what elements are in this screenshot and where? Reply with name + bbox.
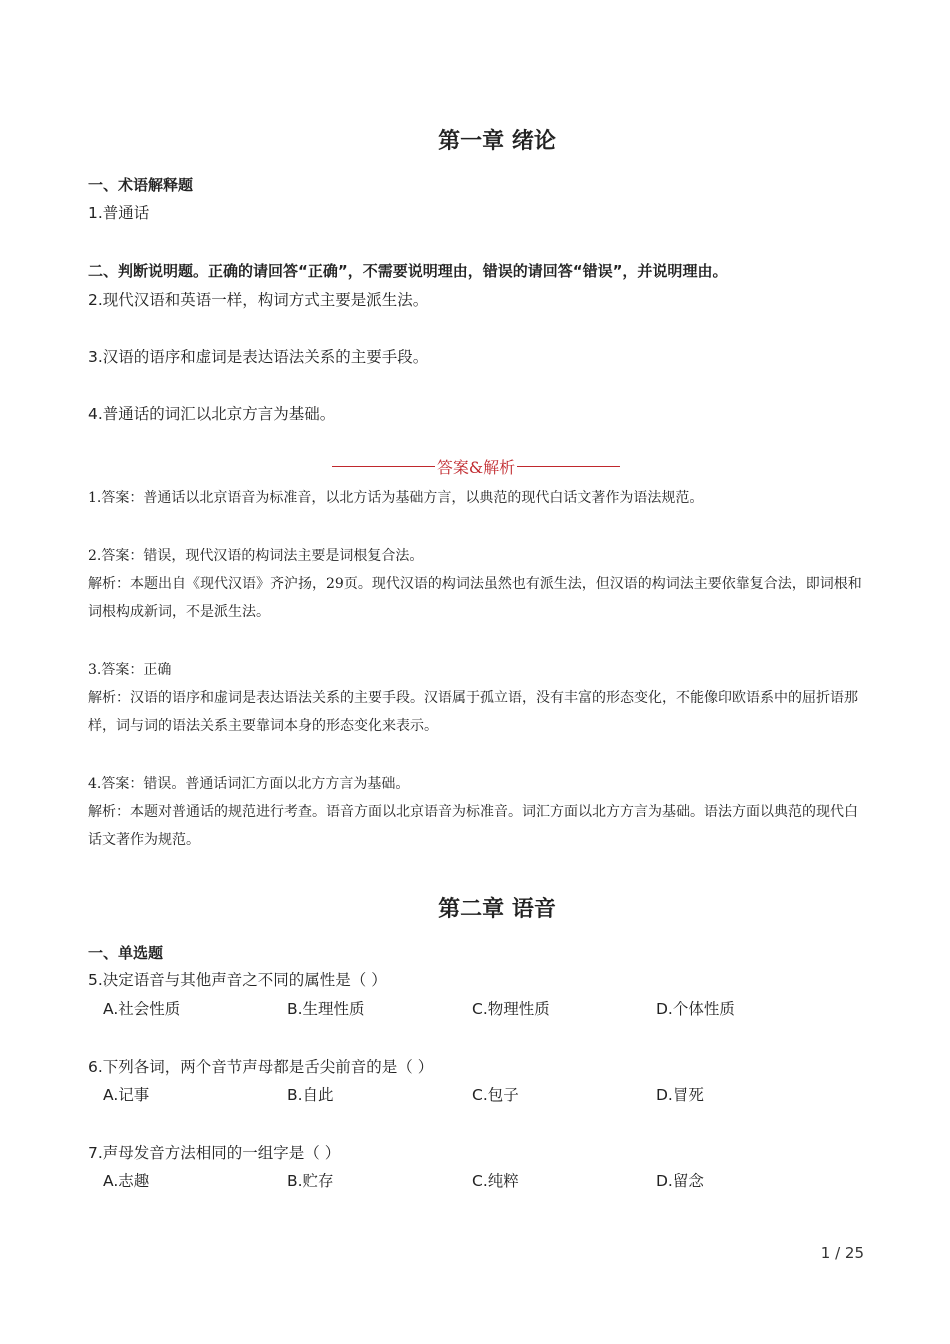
answer-3-explanation: 解析：汉语的语序和虚词是表达语法关系的主要手段。汉语属于孤立语，没有丰富的形态变化，不能像印欧语系中的屈折语那样，词与词的语法关系主要靠词本身的形态变化来表示。 (88, 690, 858, 734)
q6-option-d: D.冒死 (656, 1086, 704, 1104)
answer-header-label: 答案&解析 (436, 458, 516, 477)
answer-4-explanation: 解析：本题对普通话的规范进行考查。语音方面以北京语音为标准音。词汇方面以北方方言为基础。语法方面以典范的现代白话文著作为规范。 (88, 804, 858, 848)
q6-option-a: A.记事 (103, 1086, 150, 1104)
chapter-2-title: 第二章 语音 (438, 897, 556, 922)
question-7: 7.声母发音方法相同的一组字是（ ） (88, 1144, 341, 1162)
answer-1: 1.答案：普通话以北京语音为标准音，以北方话为基础方言，以典范的现代白话文著作为语法规范。 (88, 490, 704, 506)
answer-3: 3.答案：正确 (88, 662, 172, 678)
chapter-1-title: 第一章 绪论 (438, 129, 556, 154)
question-4: 4.普通话的词汇以北京方言为基础。 (88, 405, 336, 423)
header-rule-left (332, 466, 435, 467)
section-term-explanation: 一、术语解释题 (88, 176, 194, 194)
q5-option-c: C.物理性质 (472, 1000, 550, 1018)
question-6: 6.下列各词，两个音节声母都是舌尖前音的是（ ） (88, 1058, 434, 1076)
question-2: 2.现代汉语和英语一样，构词方式主要是派生法。 (88, 291, 429, 309)
answer-2: 2.答案：错误，现代汉语的构词法主要是词根复合法。 (88, 548, 424, 564)
q7-option-c: C.纯粹 (472, 1172, 519, 1190)
q6-option-b: B.自此 (287, 1086, 334, 1104)
q5-option-d: D.个体性质 (656, 1000, 735, 1018)
q6-option-c: C.包子 (472, 1086, 519, 1104)
q5-option-a: A.社会性质 (103, 1000, 181, 1018)
q7-option-d: D.留念 (656, 1172, 704, 1190)
answer-4: 4.答案：错误。普通话词汇方面以北方方言为基础。 (88, 776, 410, 792)
question-1: 1.普通话 (88, 204, 150, 222)
section-judgement: 二、判断说明题。正确的请回答“正确”，不需要说明理由，错误的请回答“错误”，并说明理由。 (88, 262, 728, 280)
question-3: 3.汉语的语序和虚词是表达语法关系的主要手段。 (88, 348, 429, 366)
q7-option-a: A.志趣 (103, 1172, 150, 1190)
section-single-choice: 一、单选题 (88, 944, 164, 962)
page-number: 1 / 25 (820, 1244, 864, 1262)
header-rule-right (517, 466, 620, 467)
answer-2-explanation: 解析：本题出自《现代汉语》齐沪扬，29页。现代汉语的构词法虽然也有派生法，但汉语的构词法主要依靠复合法，即词根和词根构成新词，不是派生法。 (88, 576, 862, 620)
question-5: 5.决定语音与其他声音之不同的属性是（ ） (88, 971, 387, 989)
q5-option-b: B.生理性质 (287, 1000, 365, 1018)
answer-section-header (332, 455, 620, 478)
q7-option-b: B.贮存 (287, 1172, 334, 1190)
